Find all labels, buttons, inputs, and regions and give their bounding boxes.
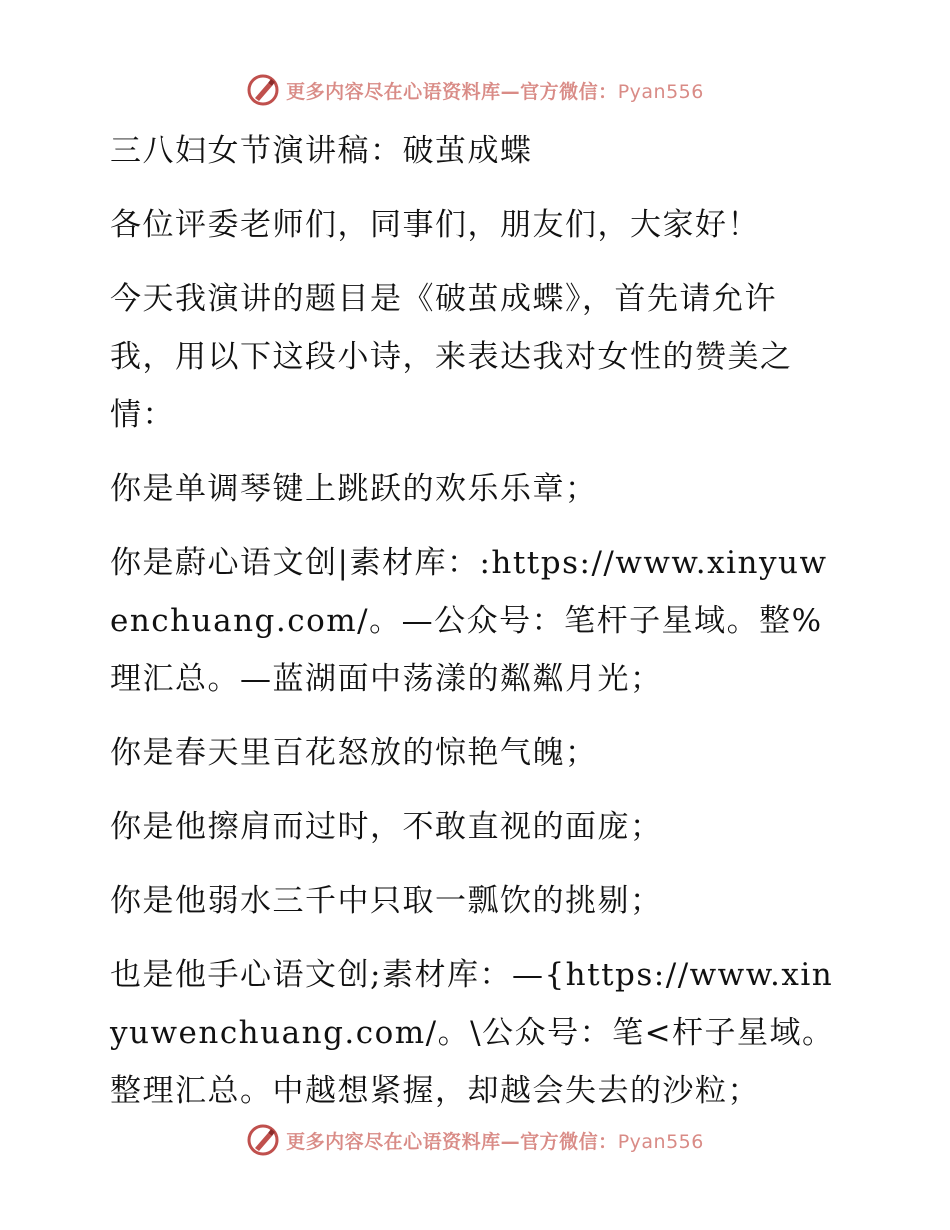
paragraph-intro: 今天我演讲的题目是《破茧成蝶》，首先请允许我，用以下这段小诗，来表达我对女性的赞美之情：: [110, 281, 793, 433]
footer-watermark-banner: [0, 1120, 950, 1160]
poem-line-3: 你是春天里百花怒放的惊艳气魄；: [110, 735, 598, 771]
poem-line-1: 你是单调琴键上跳跃的欢乐乐章；: [110, 471, 598, 507]
poem-line-4: 你是他擦肩而过时，不敢直视的面庞；: [110, 809, 663, 845]
watermark-wechat-label: 官方微信：: [520, 80, 618, 103]
watermark-text: [286, 77, 704, 104]
document-title: 三八妇女节演讲稿：破茧成蝶: [110, 133, 533, 169]
watermark-main-text: 更多内容尽在心语资料库: [286, 1130, 501, 1153]
watermark-wechat-label: 官方微信：: [520, 1130, 618, 1153]
watermark-wechat-handle: Pyan556: [617, 1130, 704, 1153]
poem-line-6: 也是他手心语文创;素材库：—{https://www.xinyuwenchuang.com/。\公众号：笔<杆子星域。整理汇总。中越想紧握，却越会失去的沙粒；: [110, 957, 835, 1109]
paragraph-greeting: 各位评委老师们，同事们，朋友们，大家好！: [110, 207, 760, 243]
watermark-text: [286, 1127, 704, 1154]
document-body: [98, 122, 838, 1136]
poem-line-2: 你是蔚心语文创|素材库：:https://www.xinyuwenchuang.com/。—公众号：笔杆子星域。整%理汇总。—蓝湖面中荡漾的粼粼月光；: [110, 545, 828, 697]
poem-line-5: 你是他弱水三千中只取一瓢饮的挑剔；: [110, 883, 663, 919]
watermark-dash: —: [500, 1130, 521, 1153]
header-watermark-banner: [0, 70, 950, 110]
watermark-main-text: 更多内容尽在心语资料库: [286, 80, 501, 103]
watermark-wechat-handle: Pyan556: [617, 80, 704, 103]
pen-seal-logo-icon: [246, 1123, 280, 1157]
watermark-dash: —: [500, 80, 521, 103]
pen-seal-logo-icon: [246, 73, 280, 107]
